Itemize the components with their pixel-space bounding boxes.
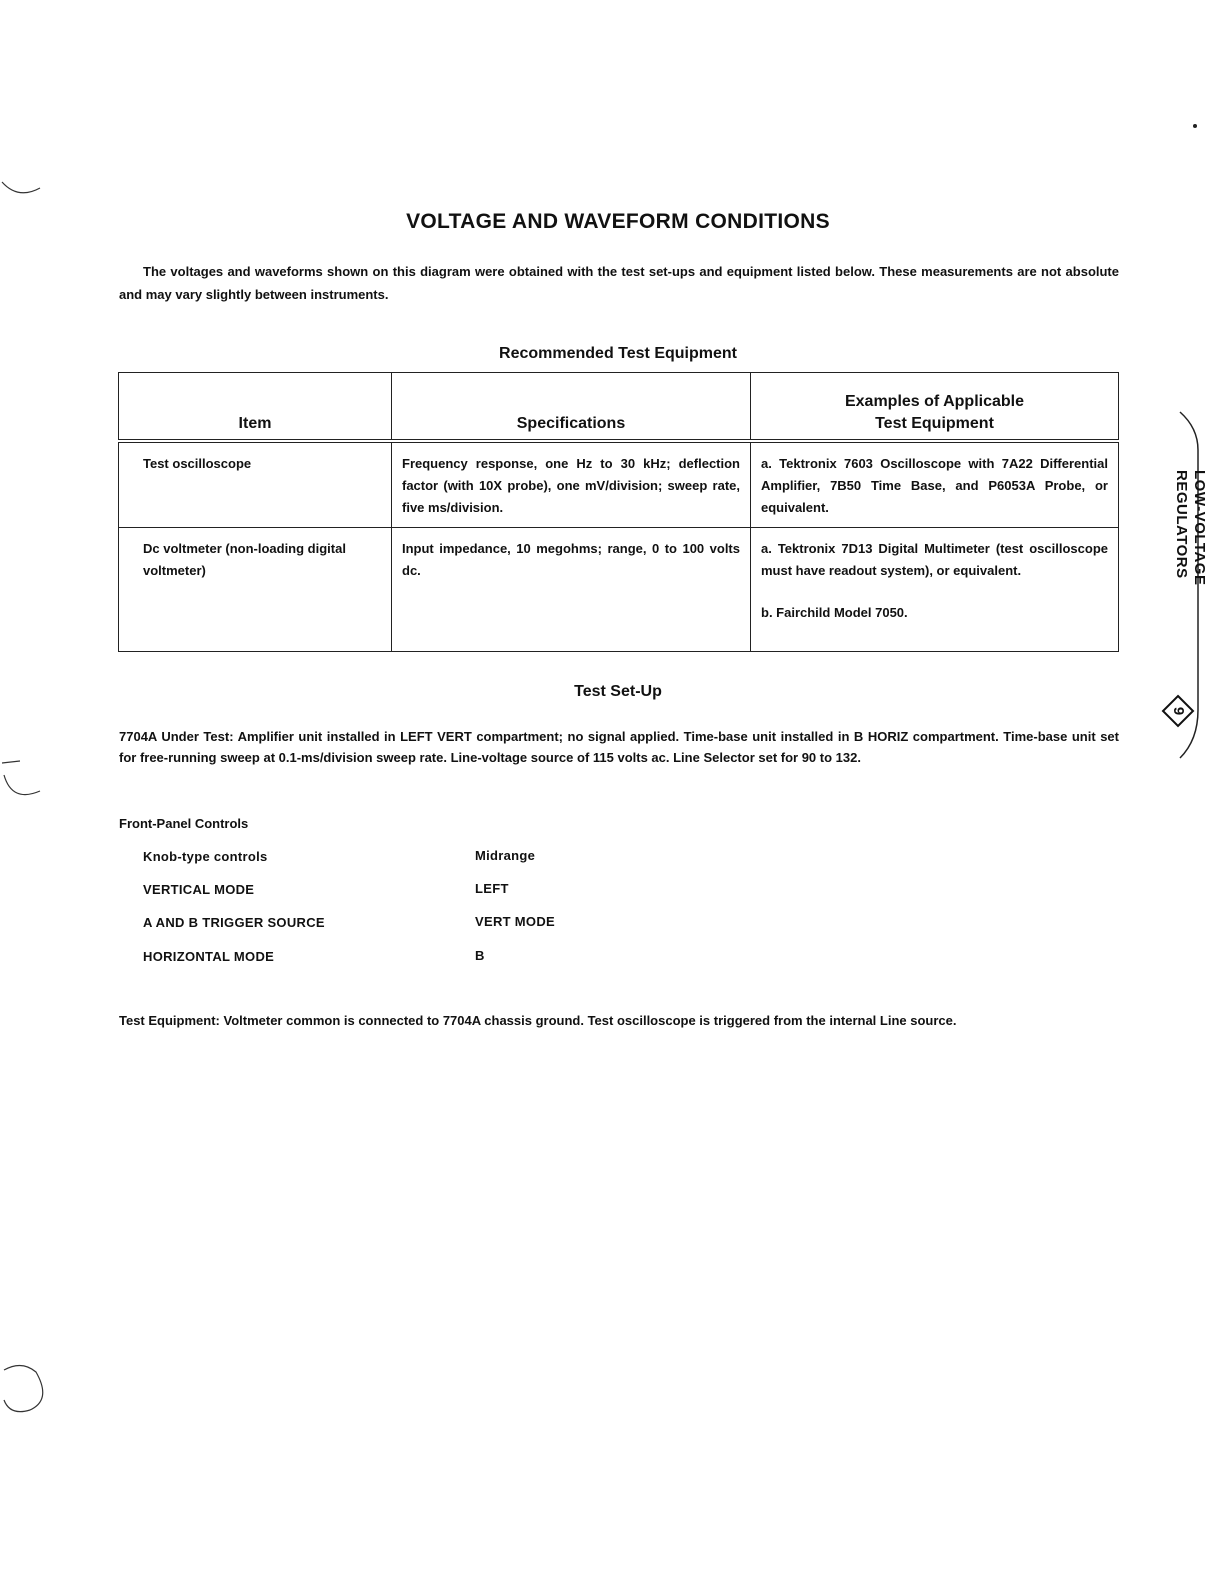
example-b: b. Fairchild Model 7050. bbox=[761, 605, 908, 620]
side-tab-line1: LOW-VOLTAGE bbox=[1191, 470, 1208, 586]
speck-mark bbox=[1193, 124, 1197, 128]
example-a: a. Tektronix 7603 Oscilloscope with 7A22 Differential Amplifier, 7B50 Time Base, and P6053A Probe, or equivalent. bbox=[761, 456, 1108, 515]
control-label: HORIZONTAL MODE bbox=[143, 949, 275, 964]
row-examples bbox=[751, 528, 1119, 652]
control-value: Midrange bbox=[475, 848, 536, 863]
row-examples bbox=[751, 441, 1119, 528]
test-equipment-note: Test Equipment: Voltmeter common is connected to 7704A chassis ground. Test oscilloscope is triggered from the internal Line source. bbox=[119, 1013, 957, 1028]
test-equipment-table bbox=[118, 372, 1119, 652]
header-examples-line1: Examples of Applicable bbox=[844, 393, 1024, 410]
control-value: VERT MODE bbox=[475, 914, 555, 929]
table-row bbox=[119, 441, 1119, 528]
page-title: VOLTAGE AND WAVEFORM CONDITIONS bbox=[406, 210, 830, 233]
punch-hole-arc-bottom bbox=[0, 1360, 60, 1420]
punch-hole-arc-middle bbox=[0, 755, 50, 805]
table-caption: Recommended Test Equipment bbox=[499, 345, 737, 362]
side-tab-label bbox=[1172, 470, 1208, 585]
table-header-row bbox=[119, 373, 1119, 442]
example-a: a. Tektronix 7D13 Digital Multimeter (test oscilloscope must have readout system), or equivalent. bbox=[761, 541, 1108, 578]
front-panel-heading: Front-Panel Controls bbox=[119, 816, 249, 831]
setup-paragraph: 7704A Under Test: Amplifier unit installed in LEFT VERT compartment; no signal applied. Time-base unit installed in B HORIZ compartment. Time-base unit set for free-running sweep at 0.1-ms/division sweep rate. Line-voltage source of 115 volts ac. Line Selector set for 90 to 132. bbox=[119, 729, 1119, 765]
intro-paragraph: The voltages and waveforms shown on this diagram were obtained with the test set-ups and equipment listed below. These measurements are not absolute and may vary slightly between instruments. bbox=[119, 264, 1119, 302]
control-label: VERTICAL MODE bbox=[143, 882, 255, 897]
header-examples-line2: Test Equipment bbox=[875, 415, 994, 432]
side-tab-line2: REGULATORS bbox=[1173, 470, 1190, 579]
punch-hole-arc-top bbox=[0, 160, 50, 200]
header-specifications: Specifications bbox=[392, 373, 751, 442]
row-item: Dc voltmeter (non-loading digital voltmeter) bbox=[119, 528, 392, 652]
control-label: Knob-type controls bbox=[143, 849, 268, 864]
row-item: Test oscilloscope bbox=[119, 441, 392, 528]
row-specifications: Frequency response, one Hz to 30 kHz; deflection factor (with 10X probe), one mV/division; sweep rate, five ms/division. bbox=[392, 441, 751, 528]
row-specifications: Input impedance, 10 megohms; range, 0 to 100 volts dc. bbox=[392, 528, 751, 652]
setup-heading: Test Set-Up bbox=[574, 683, 662, 700]
control-value: B bbox=[475, 948, 485, 963]
header-examples bbox=[751, 373, 1119, 442]
header-item: Item bbox=[119, 373, 392, 442]
control-label: A AND B TRIGGER SOURCE bbox=[143, 915, 325, 930]
diagram-number: 9 bbox=[1170, 706, 1187, 716]
control-value: LEFT bbox=[475, 881, 509, 896]
table-row bbox=[119, 528, 1119, 652]
